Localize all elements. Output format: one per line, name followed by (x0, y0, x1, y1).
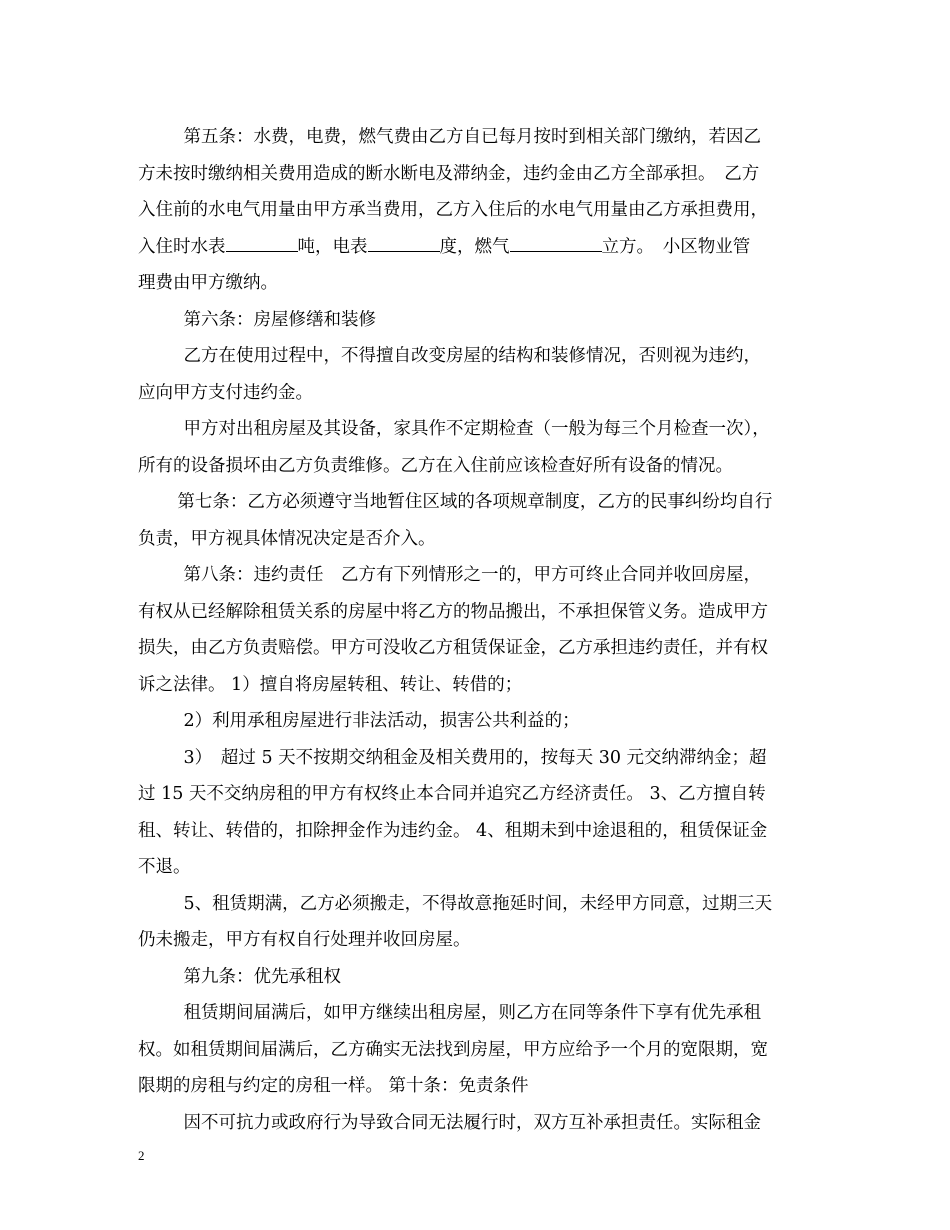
article-8-item-2: 2）利用承租房屋进行非法活动，损害公共利益的； (183, 711, 580, 731)
article-6-line-3: 甲方对出租房屋及其设备，家具作不定期检查（一般为每三个月检查一次）， (183, 419, 770, 439)
article-5-line-2: 方未按时缴纳相关费用造成的断水断电及滞纳金，违约金由乙方全部承担。 乙方 (138, 163, 760, 184)
article-7-line-1: 第七条：乙方必须遵守当地暂住区域的各项规章制度，乙方的民事纠纷均自行 (177, 492, 773, 512)
article-8-line-1: 第八条：违约责任 乙方有下列情形之一的，甲方可终止合同并收回房屋， (183, 565, 761, 585)
article-9-line-2: 权。如租赁期间届满后，乙方确实无法找到房屋，甲方应给予一个月的宽限期，宽 (138, 1039, 768, 1060)
article-6-line-1: 乙方在使用过程中，不得擅自改变房屋的结构和装修情况，否则视为违约， (183, 346, 761, 366)
electric-meter-label: 吨，电表 (297, 236, 368, 257)
article-8-line-9: 不退。 (138, 857, 191, 877)
article-9-line-1: 租赁期间届满后，如甲方继续出租房屋，则乙方在同等条件下享有优先承租 (183, 1003, 761, 1023)
page-number: 2 (138, 1148, 145, 1163)
article-9-line-3: 限期的房租与约定的房租一样。 第十条：免责条件 (138, 1076, 529, 1096)
article-6-heading: 第六条：房屋修缮和装修 (183, 309, 376, 330)
article-8-line-8: 租、转让、转借的，扣除押金作为违约金。 4、租期未到中途退租的，租赁保证金 (138, 820, 768, 841)
electric-meter-blank (368, 229, 440, 252)
property-fee-text: 立方。 小区物业管 (601, 236, 751, 257)
gas-meter-blank (510, 229, 602, 252)
article-5-line-5: 理费由甲方缴纳。 (138, 273, 278, 293)
document-body (138, 119, 818, 1141)
water-meter-label: 入住时水表 (138, 236, 226, 257)
water-meter-blank (226, 229, 298, 252)
article-9-heading: 第九条：优先承租权 (183, 966, 341, 987)
article-6-line-4: 所有的设备损坏由乙方负责维修。乙方在入住前应该检查好所有设备的情况。 (138, 455, 733, 476)
article-8-item-5-line-1: 5、租赁期满，乙方必须搬走，不得故意拖延时间，未经甲方同意，过期三天 (183, 893, 773, 914)
article-8-item-3: 3） 超过 5 天不按期交纳租金及相关费用的，按每天 30 元交纳滞纳金；超 (183, 747, 767, 768)
article-8-line-4: 诉之法律。 1）擅自将房屋转租、转让、转借的； (138, 674, 523, 695)
article-8-line-7: 过 15 天不交纳房租的甲方有权终止本合同并追究乙方经济责任。 3、乙方擅自转 (138, 784, 766, 804)
article-6-line-2: 应向甲方支付违约金。 (138, 382, 313, 403)
article-5-line-4 (138, 229, 818, 266)
article-7-line-2: 负责，甲方视具体情况决定是否介入。 (138, 528, 436, 549)
article-5-line-3: 入住前的水电气用量由甲方承当费用，乙方入住后的水电气用量由乙方承担费用， (138, 200, 768, 220)
article-8-item-5-line-2: 仍未搬走，甲方有权自行处理并收回房屋。 (138, 930, 471, 950)
article-8-line-2: 有权从已经解除租赁关系的房屋中将乙方的物品搬出，不承担保管义务。造成甲方 (138, 601, 768, 622)
article-5-line-1: 第五条：水费，电费，燃气费由乙方自已每月按时到相关部门缴纳，若因乙 (183, 127, 761, 147)
gas-meter-label: 度，燃气 (439, 236, 510, 257)
article-8-line-3: 损失，由乙方负责赔偿。甲方可没收乙方租赁保证金，乙方承担违约责任，并有权 (138, 638, 768, 658)
article-10-line-1: 因不可抗力或政府行为导致合同无法履行时，双方互补承担责任。实际租金 (183, 1112, 761, 1133)
